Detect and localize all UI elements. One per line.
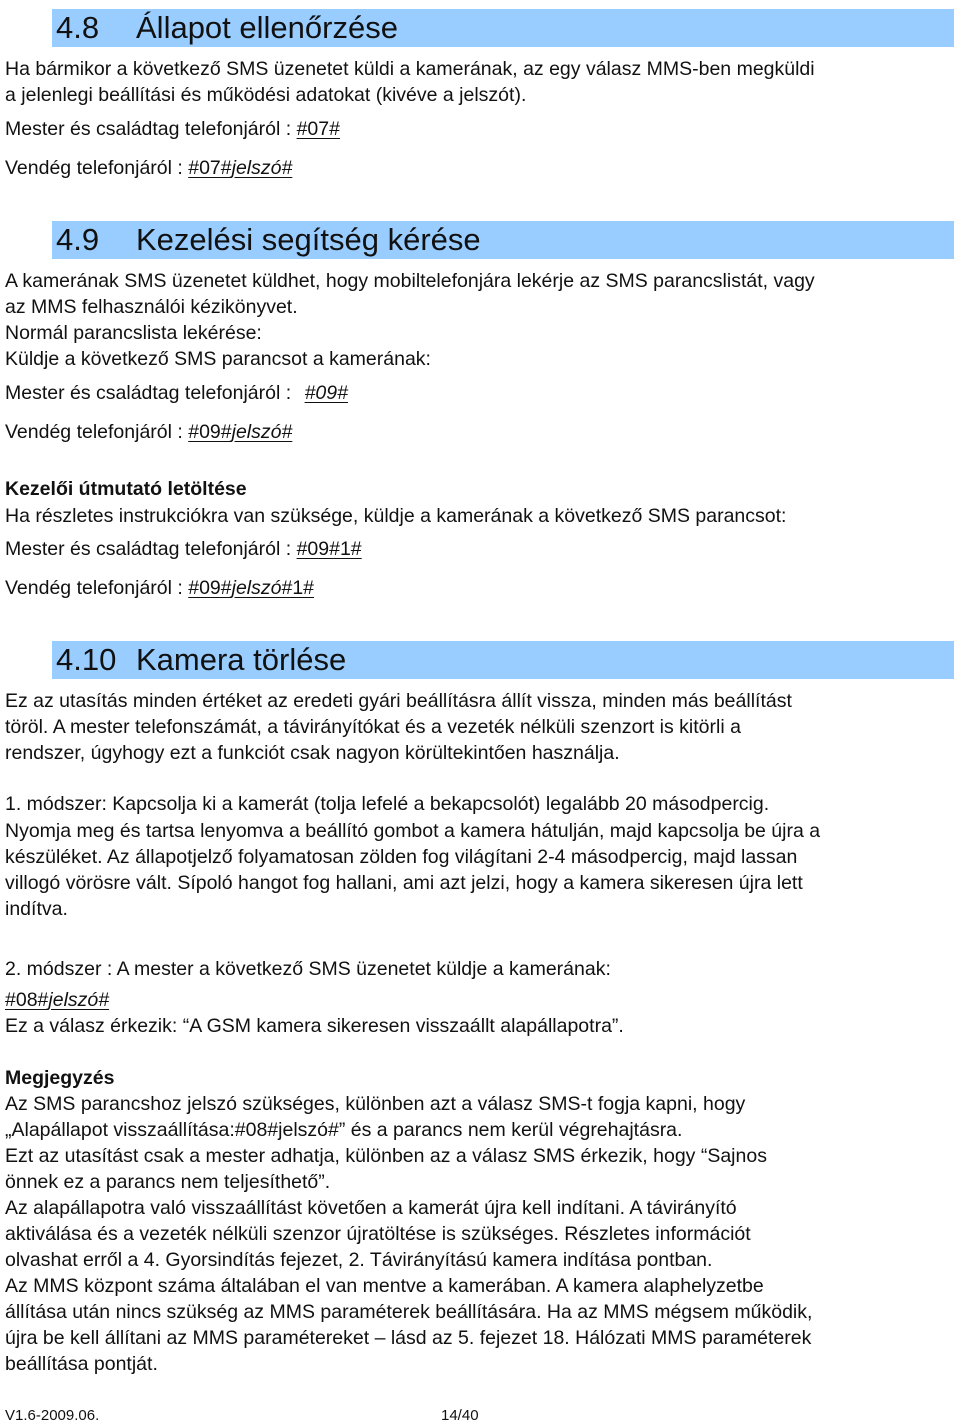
paragraph-line: A kamerának SMS üzenetet küldhet, hogy mobiltelefonjára lekérje az SMS parancslistát, vagy: [5, 270, 815, 292]
sms-command: #09#: [304, 382, 348, 404]
paragraph-line: Az SMS parancshoz jelszó szükséges, különben azt a válasz SMS-t fogja kapni, hogy: [5, 1093, 746, 1115]
section-number: 4.9: [56, 222, 100, 257]
sms-command-part: jelszó: [231, 577, 282, 599]
command-line-guest: [5, 419, 954, 445]
sms-command: [188, 421, 292, 443]
command-line-guest: [5, 575, 954, 601]
paragraph-line: 1. módszer: Kapcsolja ki a kamerát (tolja lefelé a bekapcsolót) legalább 20 másodpercig.: [5, 793, 770, 815]
paragraph-line: a jelenlegi beállítási és működési adatokat (kivéve a jelszót).: [5, 84, 527, 106]
command-label: Mester és családtag telefonjáról :: [5, 538, 297, 560]
paragraph-line: Ez a válasz érkezik: “A GSM kamera sikeresen visszaállt alapállapotra”.: [5, 1015, 624, 1037]
paragraph-line: Ez az utasítás minden értéket az eredeti gyári beállításra állít vissza, minden más beállítást: [5, 690, 792, 712]
paragraph-line: rendszer, úgyhogy ezt a funkciót csak nagyon körültekintően használja.: [5, 742, 620, 764]
paragraph-line: olvashat erről a 4. Gyorsindítás fejezet, 2. Távirányítású kamera indítása pontban.: [5, 1249, 713, 1271]
sms-command: [188, 577, 314, 599]
footer-version: V1.6-2009.06.: [5, 1407, 100, 1424]
command-label: Vendég telefonjáról :: [5, 577, 189, 599]
paragraph-line: Küldje a következő SMS parancsot a kamerának:: [5, 348, 431, 370]
sms-command-part: #09#: [188, 421, 232, 443]
paragraph-line: készüléket. Az állapotjelző folyamatosan zölden fog világítani 2-4 másodpercig, majd lassan: [5, 846, 798, 868]
paragraph-line: Nyomja meg és tartsa lenyomva a beállító gombot a kamera hátulján, majd kapcsolja be újra a: [5, 820, 821, 842]
paragraph-line: Ha részletes instrukciókra van szüksége, küldje a kamerának a következő SMS parancsot:: [5, 505, 787, 527]
paragraph-line: Normál parancslista lekérése:: [5, 322, 262, 344]
command-label: Vendég telefonjáról :: [5, 157, 189, 179]
command-line-guest: [5, 155, 954, 181]
sms-command-part: jelszó#: [231, 157, 293, 179]
section-heading-4-8: [52, 9, 954, 47]
sms-command-part: jelszó#: [231, 421, 293, 443]
paragraph-line: önnek ez a parancs nem teljesíthető”.: [5, 1171, 331, 1193]
section-heading-4-9: [52, 221, 954, 259]
section-title: Állapot ellenőrzése: [136, 10, 398, 45]
command-label: Vendég telefonjáról :: [5, 421, 189, 443]
command-line-master: [5, 116, 954, 142]
section-number: 4.10: [56, 642, 117, 677]
section-title: Kamera törlése: [136, 642, 347, 677]
paragraph-line: Az alapállapotra való visszaállítást követően a kamerát újra kell indítani. A távirányító: [5, 1197, 737, 1219]
command-label: Mester és családtag telefonjáról :: [5, 118, 297, 140]
paragraph-line: újra be kell állítani az MMS paramétereket – lásd az 5. fejezet 18. Hálózati MMS paraméterek: [5, 1327, 812, 1349]
paragraph-line: indítva.: [5, 898, 68, 920]
subheading: Kezelői útmutató letöltése: [5, 478, 247, 500]
paragraph-line: „Alapállapot visszaállítása:#08#jelszó#” és a parancs nem kerül végrehajtásra.: [5, 1119, 683, 1141]
command-line-master: [5, 536, 954, 562]
sms-command-part: jelszó#: [48, 989, 110, 1011]
sms-command-part: #1#: [281, 577, 315, 599]
subheading: Megjegyzés: [5, 1067, 115, 1089]
sms-command-part: #09#: [188, 577, 232, 599]
paragraph-line: beállítása pontját.: [5, 1353, 158, 1375]
paragraph-line: állítása után nincs szükség az MMS paraméterek beállítására. Ha az MMS mégsem működik,: [5, 1301, 813, 1323]
paragraph-line: aktiválása és a vezeték nélküli szenzor újratöltése is szükséges. Részletes információt: [5, 1223, 751, 1245]
sms-command: #09#1#: [296, 538, 362, 560]
paragraph-line: az MMS felhasználói kézikönyvet.: [5, 296, 298, 318]
paragraph-line: Ezt az utasítást csak a mester adhatja, különben az a válasz SMS érkezik, hogy “Sajnos: [5, 1145, 767, 1167]
paragraph-line: Az MMS központ száma általában el van mentve a kamerában. A kamera alaphelyzetbe: [5, 1275, 764, 1297]
paragraph-line: Ha bármikor a következő SMS üzenetet küldi a kamerának, az egy válasz MMS-ben megküldi: [5, 58, 815, 80]
sms-command: #07#: [296, 118, 340, 140]
command-line-master: [5, 380, 954, 406]
section-heading-4-10: [52, 641, 954, 679]
sms-command-part: #07#: [188, 157, 232, 179]
command-label: Mester és családtag telefonjáról :: [5, 382, 297, 404]
section-title: Kezelési segítség kérése: [136, 222, 481, 257]
paragraph-line: 2. módszer : A mester a következő SMS üzenetet küldje a kamerának:: [5, 958, 611, 980]
sms-command: [5, 989, 109, 1011]
command-line-reset: [5, 987, 954, 1013]
section-number: 4.8: [56, 10, 100, 45]
paragraph-line: töröl. A mester telefonszámát, a távirányítókat és a vezeték nélküli szenzort is kitörli a: [5, 716, 741, 738]
footer-page-number: 14/40: [441, 1407, 479, 1424]
sms-command: [188, 157, 292, 179]
paragraph-line: villogó vörösre vált. Sípoló hangot fog hallani, ami azt jelzi, hogy a kamera sikeresen újra lett: [5, 872, 803, 894]
sms-command-part: #08#: [5, 989, 49, 1011]
